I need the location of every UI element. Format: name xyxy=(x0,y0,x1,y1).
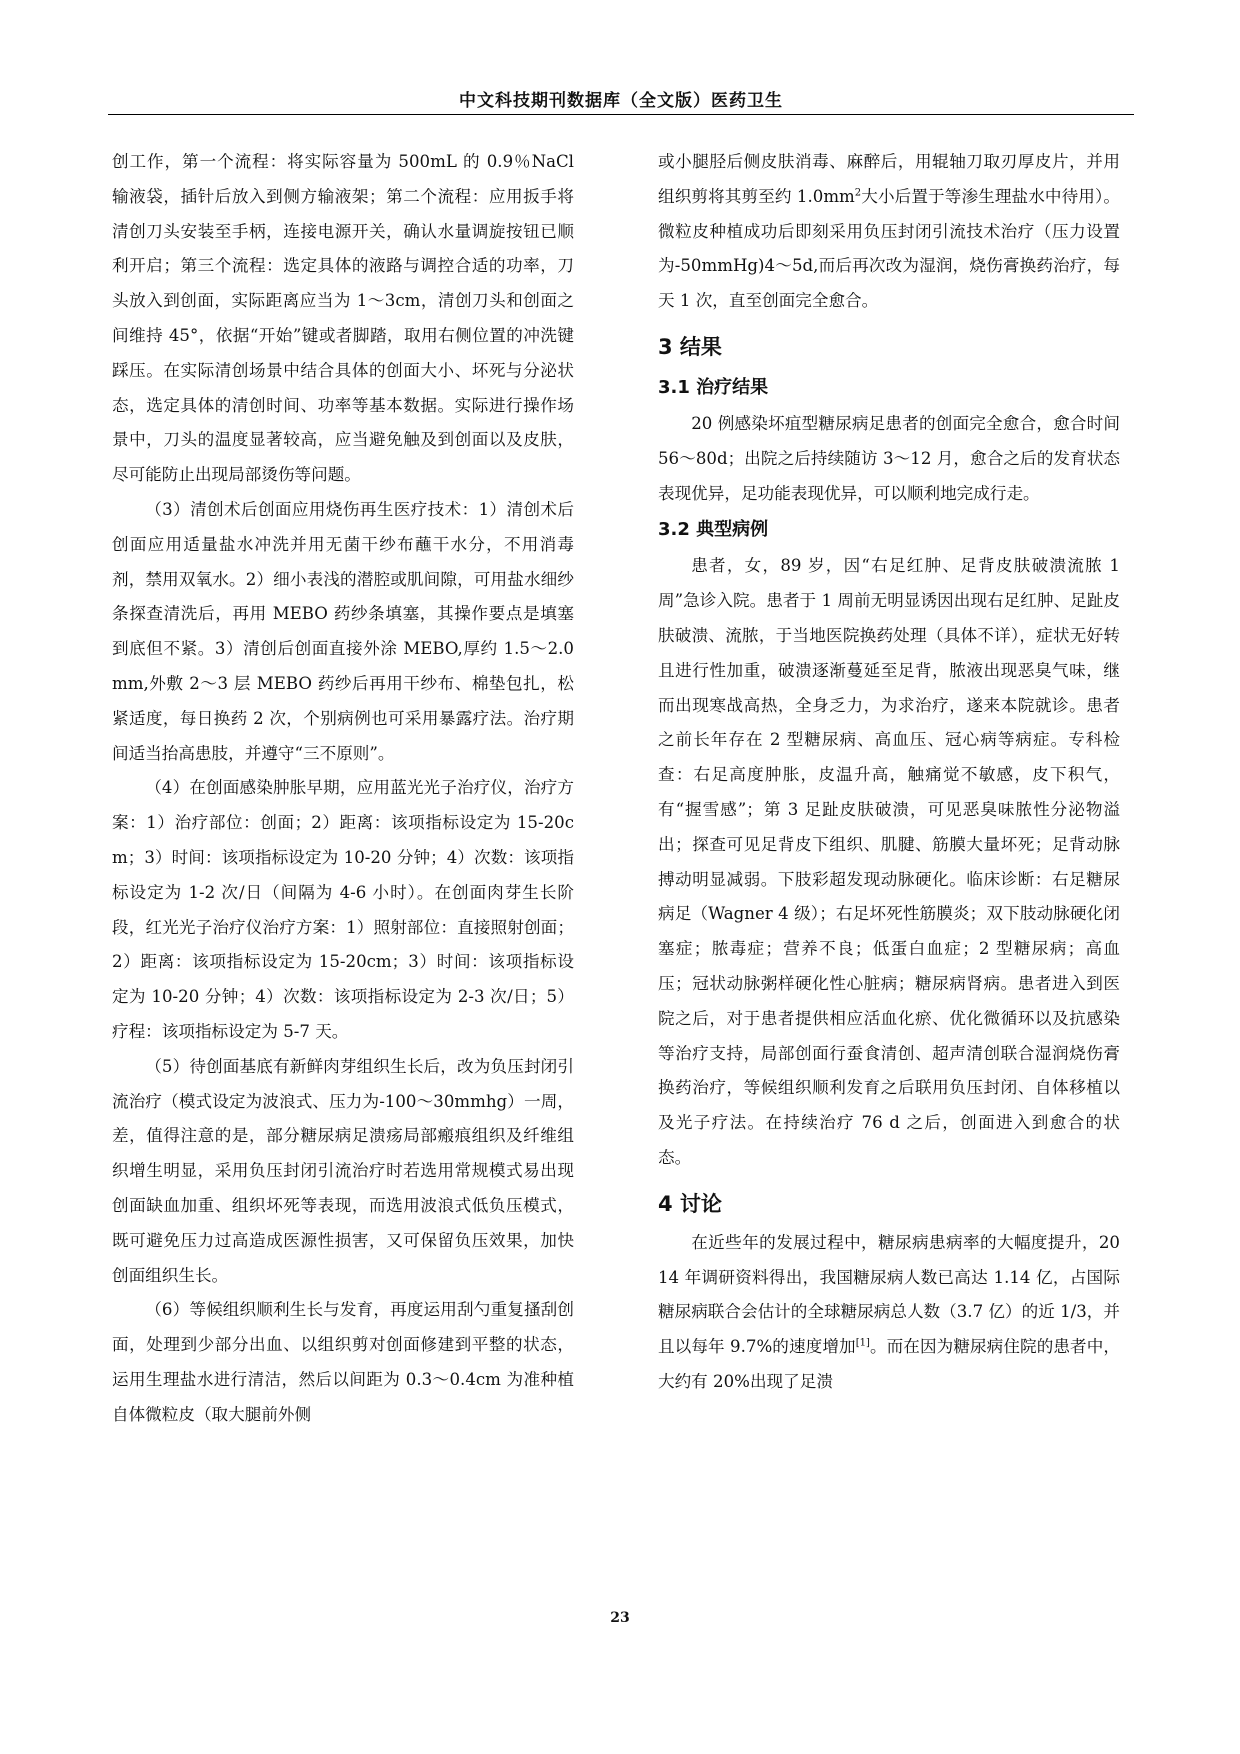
superscript: 2 xyxy=(854,187,862,199)
citation: [1] xyxy=(855,1337,870,1349)
text-run: 在近些年的发展过程中，糖尿病患病率的大幅度提升，2014 年调研资料得出，我国糖尿病人数已高达 1.14 亿，占国际糖尿病联合会估计的全球糖尿病总人数（3.7 亿）的近 1/3，并且以每年 9.7%的速度增加 xyxy=(658,1232,1120,1357)
paragraph xyxy=(658,145,1120,319)
paragraph: 患者，女，89 岁，因“右足红肿、足背皮肤破溃流脓 1 周”急诊入院。患者于 1 周前无明显诱因出现右足红肿、足趾皮肤破溃、流脓，于当地医院换药处理（具体不详），症状无好转且进行性加重，破溃逐渐蔓延至足背，脓液出现恶臭气味，继而出现寒战高热，全身乏力，为求治疗，遂来本院就诊。患者之前长年存在 2 型糖尿病、高血压、冠心病等病症。专科检查：右足高度肿胀，皮温升高，触痛觉不敏感，皮下积气，有“握雪感”；第 3 足趾皮肤破溃，可见恶臭味脓性分泌物溢出；探查可见足背皮下组织、肌腱、筋膜大量坏死；足背动脉搏动明显减弱。下肢彩超发现动脉硬化。临床诊断：右足糖尿病足（Wagner 4 级）；右足坏死性筋膜炎；双下肢动脉硬化闭塞症；脓毒症；营养不良；低蛋白血症；2 型糖尿病；高血压；冠状动脉粥样硬化性心脏病；糖尿病肾病。患者进入到医院之后，对于患者提供相应活血化瘀、优化微循环以及抗感染等治疗支持，局部创面行蚕食清创、超声清创联合湿润烧伤膏换药治疗，等候组织顺利发育之后联用负压封闭、自体移植以及光子疗法。在持续治疗 76 d 之后，创面进入到愈合的状态。 xyxy=(658,556,1120,1167)
text-run: 。而在因为糖尿病住院的患者中，大约有 20%出现了足溃 xyxy=(658,1337,1120,1391)
paragraph: （3）清创术后创面应用烧伤再生医疗技术：1）清创术后创面应用适量盐水冲洗并用无菌干纱布蘸干水分，不用消毒剂，禁用双氧水。2）细小表浅的潜腔或肌间隙，可用盐水细纱条探查清洗后，再用 MEBO 药纱条填塞，其操作要点是填塞到底但不紧。3）清创后创面直接外涂 MEBO,厚约 1.5～2.0mm,外敷 2～3 层 MEBO 药纱后再用干纱布、棉垫包扎，松紧适度，每日换药 2 次，个别病例也可采用暴露疗法。治疗期间适当抬高患肢，并遵守“三不原则”。 xyxy=(112,499,574,763)
journal-header: 中文科技期刊数据库（全文版）医药卫生 xyxy=(459,91,783,111)
section-heading-results: 3 结果 xyxy=(658,334,722,359)
header-rule xyxy=(108,114,1134,115)
text-run: 大小后置于等渗生理盐水中待用）。微粒皮种植成功后即刻采用负压封闭引流技术治疗（压力设置为-50mmHg)4～5d,而后再次改为湿润，烧伤膏换药治疗，每天 1 次，直至创面完全愈合。 xyxy=(658,186,1120,311)
right-column xyxy=(658,145,1120,1400)
page-number: 23 xyxy=(610,1610,630,1626)
paragraph: 创工作，第一个流程：将实际容量为 500mL 的 0.9％NaCl 输液袋，插针后放入到侧方输液架；第二个流程：应用扳手将清创刀头安装至手柄，连接电源开关，确认水量调旋按钮已顺利开启；第三个流程：选定具体的液路与调控合适的功率，刀头放入到创面，实际距离应当为 1～3cm，清创刀头和创面之间维持 45°，依据“开始”键或者脚踏，取用右侧位置的冲洗键踩压。在实际清创场景中结合具体的创面大小、坏死与分泌状态，选定具体的清创时间、功率等基本数据。实际进行操作场景中，刀头的温度显著较高，应当避免触及到创面以及皮肤，尽可能防止出现局部烫伤等问题。 xyxy=(112,152,574,485)
subsection-heading-typical-case: 3.2 典型病例 xyxy=(658,519,769,541)
section-heading-discussion: 4 讨论 xyxy=(658,1191,722,1216)
subsection-heading-treatment-results: 3.1 治疗结果 xyxy=(658,376,769,398)
paragraph: （4）在创面感染肿胀早期，应用蓝光光子治疗仪，治疗方案：1）治疗部位：创面；2）距离：该项指标设定为 15-20cm；3）时间：该项指标设定为 10-20 分钟；4）次数：该项指标设定为 1-2 次/日（间隔为 4-6 小时）。在创面肉芽生长阶段，红光光子治疗仪治疗方案：1）照射部位：直接照射创面；2）距离：该项指标设定为 15-20cm；3）时间：该项指标设定为 10-20 分钟；4）次数：该项指标设定为 2-3 次/日；5）疗程：该项指标设定为 5-7 天。 xyxy=(112,778,574,1041)
text-run: 或小腿胫后侧皮肤消毒、麻醉后，用辊轴刀取刃厚皮片，并用组织剪将其剪至约 1.0mm xyxy=(658,152,1120,206)
paragraph: （5）待创面基底有新鲜肉芽组织生长后，改为负压封闭引流治疗（模式设定为波浪式、压力为-100～30mmhg）一周，差，值得注意的是，部分糖尿病足溃疡局部瘢痕组织及纤维组织增生明显，采用负压封闭引流治疗时若选用常规模式易出现创面缺血加重、组织坏死等表现，而选用波浪式低负压模式，既可避免压力过高造成医源性损害，又可保留负压效果，加快创面组织生长。 xyxy=(112,1056,574,1285)
paragraph xyxy=(658,1226,1120,1400)
paragraph: 20 例感染坏疽型糖尿病足患者的创面完全愈合，愈合时间 56～80d；出院之后持续随访 3～12 月，愈合之后的发育状态表现优异，足功能表现优异，可以顺利地完成行走。 xyxy=(658,413,1120,503)
left-column xyxy=(112,145,574,1432)
paragraph: （6）等候组织顺利生长与发育，再度运用刮勺重复搔刮创面，处理到少部分出血、以组织剪对创面修建到平整的状态，运用生理盐水进行清洁，然后以间距为 0.3～0.4cm 为准种植自体微粒皮（取大腿前外侧 xyxy=(112,1300,574,1424)
